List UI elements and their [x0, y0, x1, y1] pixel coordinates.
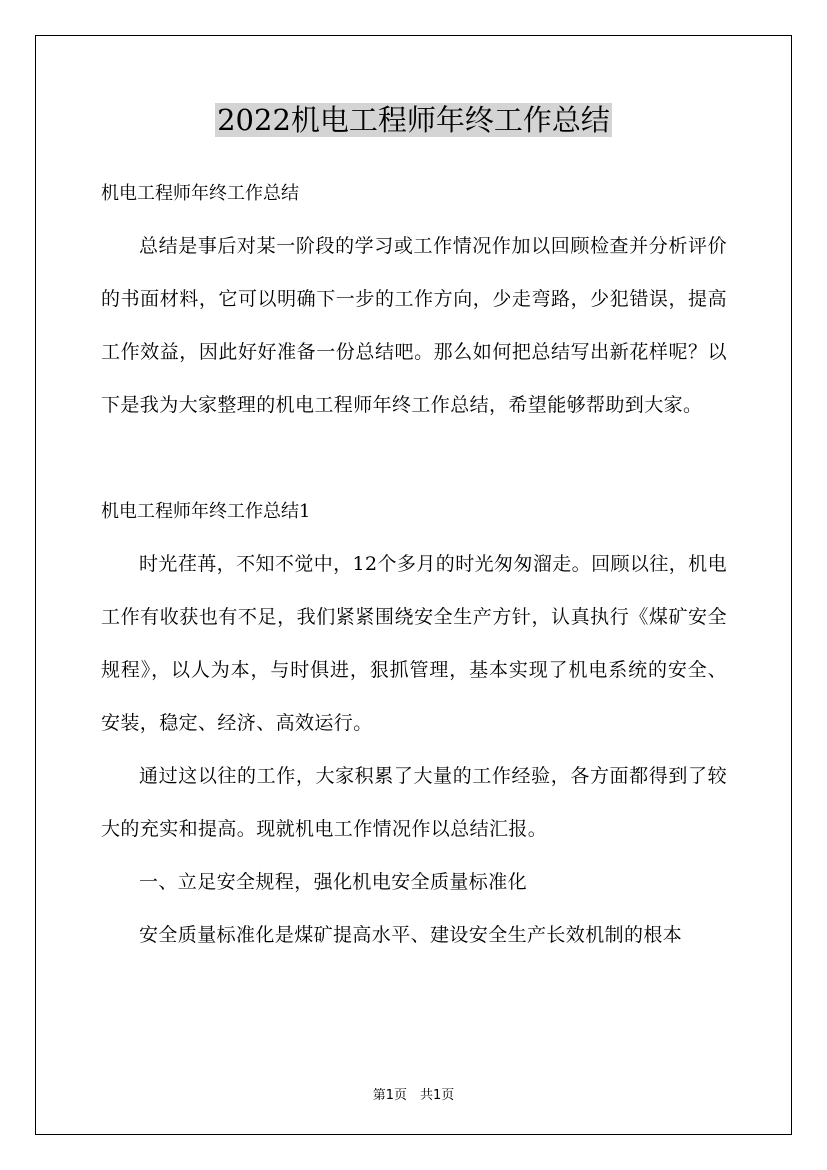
section-heading: 机电工程师年终工作总结1: [101, 501, 311, 522]
subsection-heading: 一、立足安全规程，强化机电安全质量标准化: [139, 871, 528, 893]
body-paragraph: 时光荏苒，不知不觉中，12个多月的时光匆匆溜走。回顾以往，机电工作有收获也有不足，我们紧紧围绕安全生产方针，认真执行《煤矿安全规程》，以人为本，与时俱进，狠抓管理，基本实现了机电系统的安全、安装，稳定、经济、高效运行。: [101, 553, 727, 734]
page-number-footer: 第1页 共1页: [372, 1088, 455, 1103]
document-subtitle: 机电工程师年终工作总结: [101, 183, 299, 204]
body-paragraph: 安全质量标准化是煤矿提高水平、建设安全生产长效机制的根本: [139, 924, 683, 946]
section-spacer: [101, 432, 727, 486]
document-body: [101, 168, 727, 962]
document-title-text: 2022机电工程师年终工作总结: [217, 103, 610, 137]
document-title: [0, 98, 827, 142]
intro-paragraph: 总结是事后对某一阶段的学习或工作情况作加以回顾检查并分析评价的书面材料，它可以明确下一步的工作方向，少走弯路，少犯错误，提高工作效益，因此好好准备一份总结吧。那么如何把总结写出新花样呢？以下是我为大家整理的机电工程师年终工作总结，希望能够帮助到大家。: [101, 235, 727, 416]
body-paragraph: 通过这以往的工作，大家积累了大量的工作经验，各方面都得到了较大的充实和提高。现就机电工作情况作以总结汇报。: [101, 765, 727, 840]
